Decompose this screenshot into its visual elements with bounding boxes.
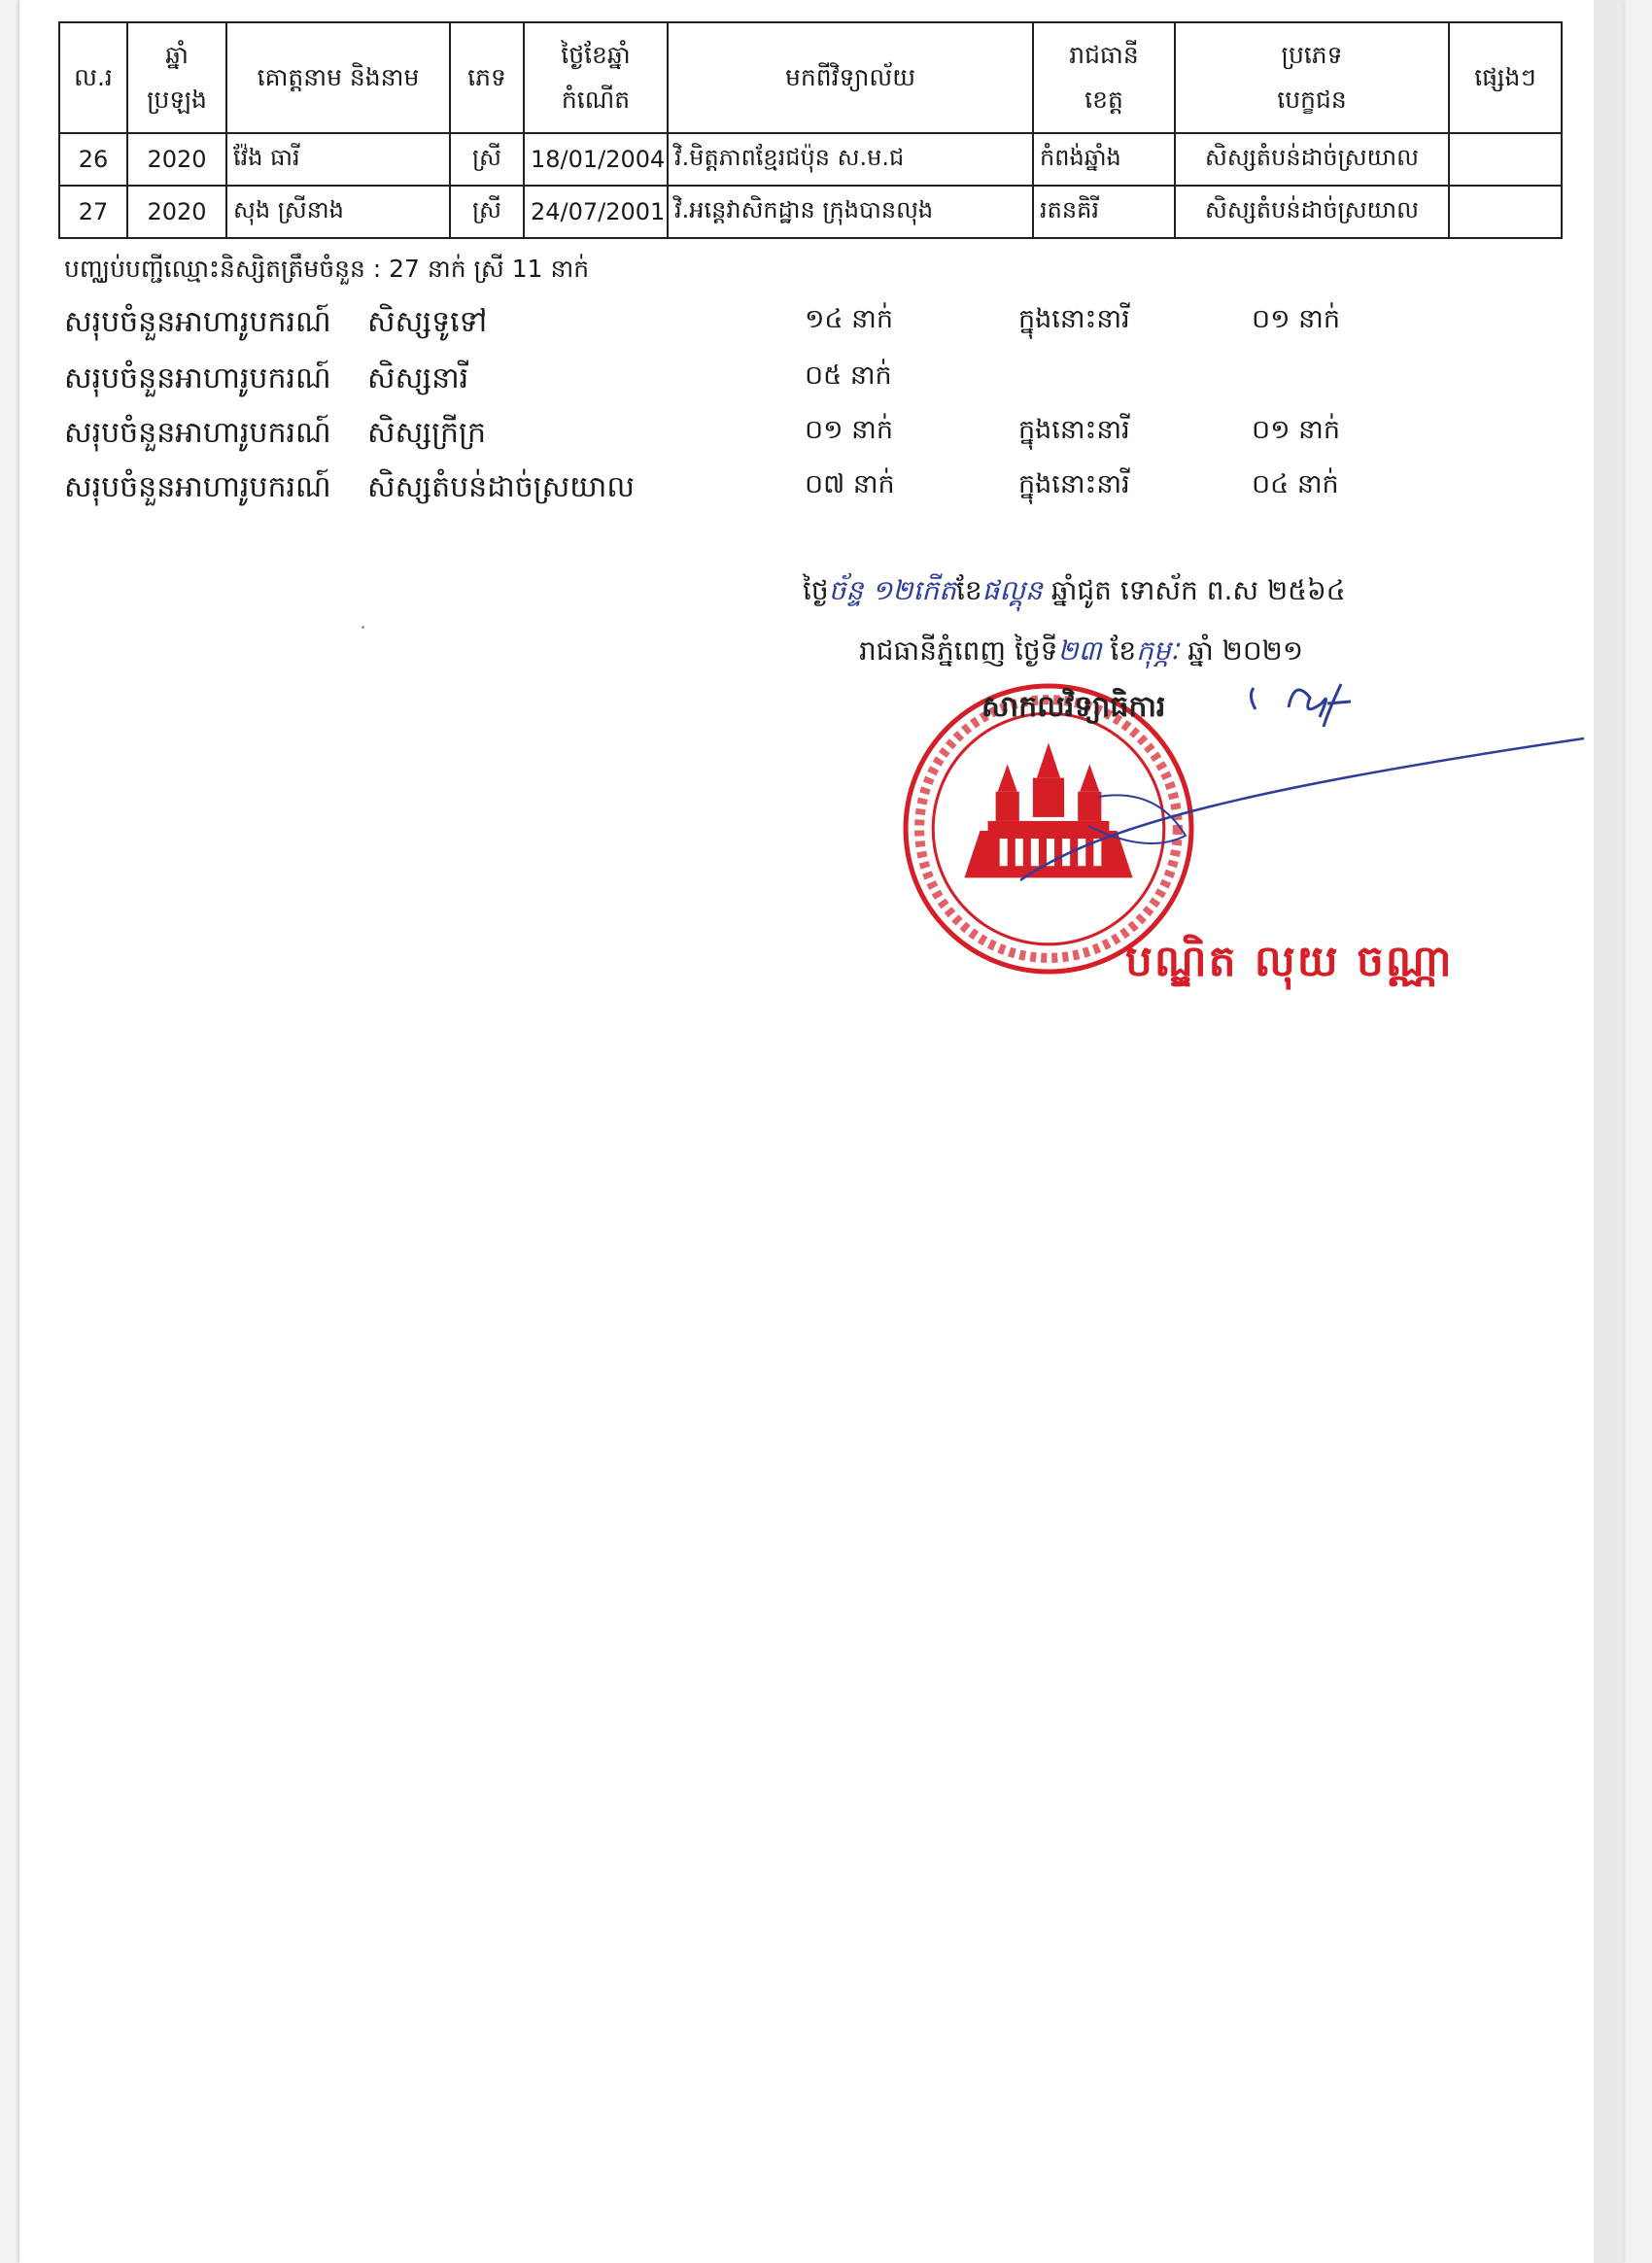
cell-school: វិ.មិត្តភាពខ្មែរជប៉ុន ស.ម.ជ: [668, 133, 1033, 186]
col-header-other: ផ្សេងៗ: [1449, 22, 1562, 133]
cell-sex: ស្រី: [450, 133, 524, 186]
summary-label: សរុបចំនួនអាហារូបករណ៍: [64, 305, 331, 339]
summary-among-count: ០១ នាក់: [1252, 415, 1340, 445]
summary-count: ១៤ នាក់: [805, 304, 893, 334]
summary-among-label: ក្នុងនោះនារី: [1018, 304, 1130, 334]
col-header-sex: ភេទ: [450, 22, 524, 133]
lunar-month-prefix: ខែ: [955, 574, 982, 606]
col-header-category: ប្រភេទ បេក្ខជន: [1175, 22, 1449, 133]
lunar-date-line: [803, 573, 1346, 613]
solar-date-suffix: ឆ្នាំ ២០២១: [1179, 634, 1304, 667]
summary-label: សរុបចំនួនអាហារូបករណ៍: [64, 416, 331, 450]
col-header-school: មកពីវិទ្យាល័យ: [668, 22, 1033, 133]
cell-year: 2020: [127, 133, 226, 186]
cell-school: វិ.អន្តេវាសិកដ្ឋាន ក្រុងបានលុង: [668, 186, 1033, 238]
cell-name: សុង ស្រីនាង: [226, 186, 450, 238]
solar-date-prefix: រាជធានីភ្នំពេញ ថ្ងៃទី: [859, 634, 1058, 667]
cell-year: 2020: [127, 186, 226, 238]
scan-speck: [361, 626, 364, 629]
summary-among-label: ក្នុងនោះនារី: [1018, 415, 1130, 445]
table-header-row: [59, 22, 1562, 133]
cell-dob: 18/01/2004: [524, 133, 668, 186]
summary-count: ០៧ នាក់: [805, 469, 895, 499]
summary-among-count: ០១ នាក់: [1252, 304, 1340, 334]
solar-date-line: [859, 634, 1303, 673]
signer-title: សាកលវិទ្យាធិការ: [981, 690, 1166, 724]
cell-province: កំពង់ឆ្នាំង: [1033, 133, 1175, 186]
cell-no: 27: [59, 186, 127, 238]
cell-no: 26: [59, 133, 127, 186]
cell-province: រតនគិរី: [1033, 186, 1175, 238]
handwritten-signature: [904, 680, 1584, 913]
col-header-name: គោត្តនាម និងនាម: [226, 22, 450, 133]
summary-type: សិស្សក្រីក្រ: [367, 416, 487, 450]
cell-other: [1449, 133, 1562, 186]
student-roster-table: [58, 21, 1563, 239]
cell-category: សិស្សតំបន់ដាច់ស្រយាល: [1175, 186, 1449, 238]
summary-type: សិស្សតំបន់ដាច់ស្រយាល: [367, 470, 635, 504]
summary-among-label: ក្នុងនោះនារី: [1018, 469, 1130, 499]
handwritten-solar-day: ២៣: [1057, 634, 1102, 667]
solar-month-prefix: ខែ: [1101, 634, 1137, 667]
handwritten-lunar-day: ច័ន្ទ ១២កើត: [828, 574, 956, 606]
summary-type: សិស្សទូទៅ: [367, 305, 488, 339]
table-row: [59, 133, 1562, 186]
summary-count: ០១ នាក់: [805, 415, 893, 445]
summary-count: ០៥ នាក់: [805, 360, 892, 391]
summary-label: សរុបចំនួនអាហារូបករណ៍: [64, 470, 331, 504]
cell-other: [1449, 186, 1562, 238]
total-students-line: បញ្ឈប់បញ្ជីឈ្មោះនិស្សិតត្រឹមចំនួន : 27 នាក់ ស្រី 11 នាក់: [64, 255, 590, 283]
cell-dob: 24/07/2001: [524, 186, 668, 238]
cell-sex: ស្រី: [450, 186, 524, 238]
scan-edge: [1594, 0, 1623, 2263]
col-header-no: ល.រ: [59, 22, 127, 133]
handwritten-solar-month: កុម្ភៈ: [1136, 634, 1180, 667]
handwritten-lunar-month: ផល្គុន: [981, 574, 1043, 606]
cell-category: សិស្សតំបន់ដាច់ស្រយាល: [1175, 133, 1449, 186]
cell-name: វ៉ែង ធារី: [226, 133, 450, 186]
lunar-date-suffix: ឆ្នាំជូត ទោស័ក ព.ស ២៥៦៤: [1050, 574, 1346, 606]
lunar-date-prefix: ថ្ងៃ: [803, 574, 829, 606]
col-header-province: រាជធានី ខេត្ត: [1033, 22, 1175, 133]
summary-label: សរុបចំនួនអាហារូបករណ៍: [64, 361, 331, 395]
signer-name: បណ្ឌិត លុយ ចណ្ណា: [1125, 937, 1454, 986]
col-header-dob: ថ្ងៃខែឆ្នាំ កំណើត: [524, 22, 668, 133]
summary-among-count: ០៤ នាក់: [1252, 469, 1339, 499]
table-row: [59, 186, 1562, 238]
summary-type: សិស្សនារី: [367, 361, 469, 395]
col-header-exam-year: ឆ្នាំ ប្រឡង: [127, 22, 226, 133]
